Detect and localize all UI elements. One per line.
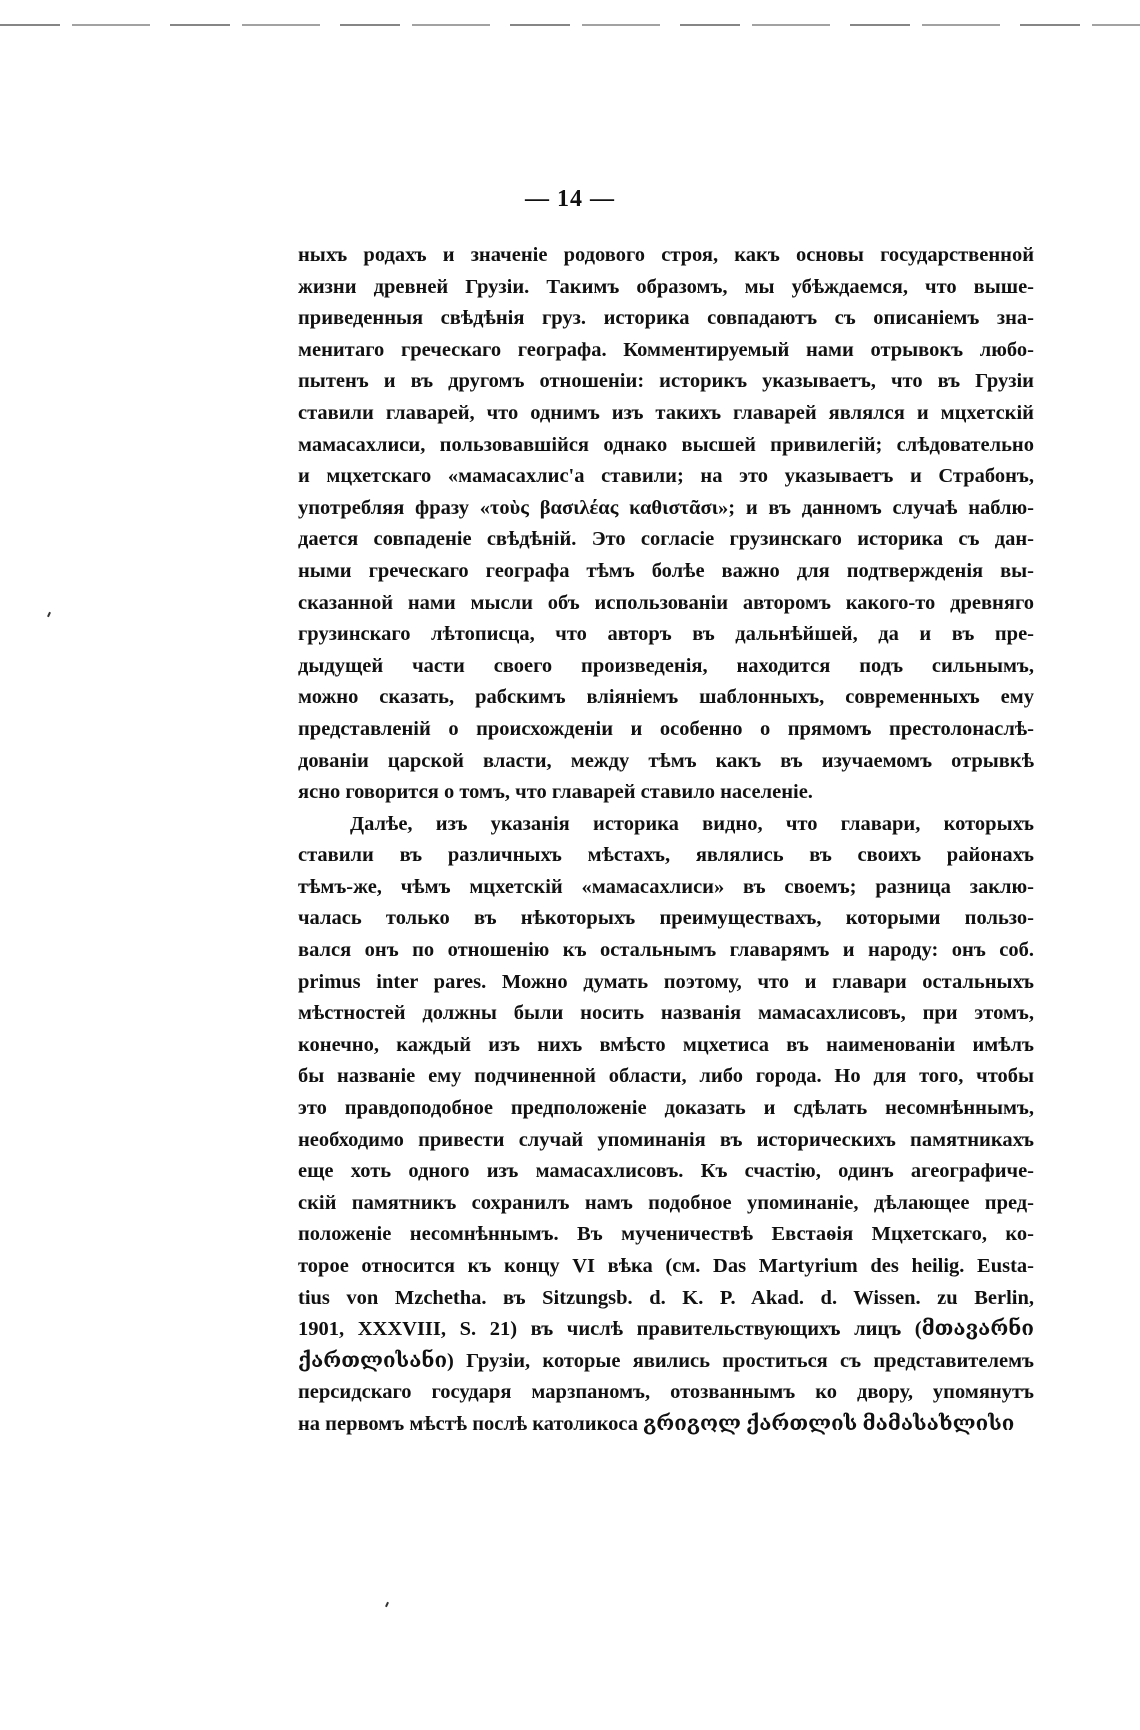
text-line: употребляя фразу «τοὺς βασιλέας καθιστᾶσι»; и въ данномъ случаѣ наблю- xyxy=(298,496,1034,519)
text-line: мѣстностей должны были носить названія мамасахлисовъ, при этомъ, xyxy=(298,1002,1034,1025)
text-column xyxy=(298,240,1034,1441)
text-line: сказанной нами мысли объ использованіи авторомъ какого-то древняго xyxy=(298,591,1034,614)
text-line: жизни древней Грузіи. Такимъ образомъ, мы убѣждаемся, что выше- xyxy=(298,275,1034,298)
text-line: положеніе несомнѣннымъ. Въ мученичествѣ Евстаѳія Мцхетскаго, ко- xyxy=(298,1223,1034,1246)
text-line: еще хоть одного изъ мамасахлисовъ. Къ счастію, одинъ агеографиче- xyxy=(298,1160,1034,1183)
text-line: грузинскаго лѣтописца, что авторъ въ дальнѣйшей, да и въ пре- xyxy=(298,623,1034,646)
text-line: вался онъ по отношенію къ остальнымъ главарямъ и народу: онъ соб. xyxy=(298,939,1034,962)
text-line: приведенныя свѣдѣнія груз. историка совпадаютъ съ описаніемъ зна- xyxy=(298,307,1034,330)
text-line: primus inter pares. Можно думать поэтому, что и главари остальныхъ xyxy=(298,970,1034,993)
text-line: это правдоподобное предположеніе доказать и сдѣлать несомнѣннымъ, xyxy=(298,1097,1034,1120)
text-line: ставили главарей, что однимъ изъ такихъ главарей являлся и мцхетскій xyxy=(298,401,1034,424)
text-line: 1901, XXXVIII, S. 21) въ числѣ правительствующихъ лицъ (მთავარნი xyxy=(298,1318,1034,1341)
text-line: ясно говорится о томъ, что главарей ставило населеніе. xyxy=(298,781,813,804)
text-line: tius von Mzchetha. въ Sitzungsb. d. K. P. Akad. d. Wissen. zu Berlin, xyxy=(298,1286,1034,1309)
text-line: мамасахлиси, пользовавшійся однако высшей привилегій; слѣдовательно xyxy=(298,433,1034,456)
page-number: — 14 — xyxy=(525,186,615,212)
text-line: скій памятникъ сохранилъ намъ подобное упоминаніе, дѣлающее пред- xyxy=(298,1191,1034,1214)
text-line: чалась только въ нѣкоторыхъ преимуществахъ, которыми пользо- xyxy=(298,907,1034,930)
text-line: представленій о происхожденіи и особенно о прямомъ престолонаслѣ- xyxy=(298,717,1034,740)
text-line: конечно, каждый изъ нихъ вмѣсто мцхетиса въ наименованіи имѣлъ xyxy=(298,1033,1034,1056)
text-line: ными греческаго географа тѣмъ болѣе важно для подтвержденія вы- xyxy=(298,559,1034,582)
text-line: Далѣе, изъ указанія историка видно, что главари, которыхъ xyxy=(350,812,1034,835)
paragraph xyxy=(298,809,1034,1441)
text-line: дованіи царской власти, между тѣмъ какъ въ изучаемомъ отрывкѣ xyxy=(298,749,1034,772)
text-line: ныхъ родахъ и значеніе родового строя, какъ основы государственной xyxy=(298,244,1034,266)
text-line: менитаго греческаго географа. Комментируемый нами отрывокъ любо- xyxy=(298,338,1034,361)
text-line: дыдущей части своего произведенія, находится подъ сильнымъ, xyxy=(298,654,1034,677)
text-line: необходимо привести случай упоминанія въ историческихъ памятникахъ xyxy=(298,1128,1034,1151)
text-line: дается совпаденіе свѣдѣній. Это согласіе грузинскаго историка съ дан- xyxy=(298,528,1034,551)
scan-edge-artifact xyxy=(0,24,1140,26)
scan-speck xyxy=(47,612,51,617)
text-line: бы названіе ему подчиненной области, либо города. Но для того, чтобы xyxy=(298,1065,1034,1088)
paragraph xyxy=(298,240,1034,809)
text-line: персидскаго государя марзпаномъ, отозваннымъ ко двору, упомянутъ xyxy=(298,1381,1034,1404)
scan-speck xyxy=(385,1602,389,1607)
text-line: ставили въ различныхъ мѣстахъ, являлись въ своихъ районахъ xyxy=(298,844,1034,867)
text-line: торое относится къ концу VI вѣка (см. Das Martyrium des heilig. Eusta- xyxy=(298,1255,1034,1277)
text-line: тѣмъ-же, чѣмъ мцхетскій «мамасахлиси» въ своемъ; разница заклю- xyxy=(298,875,1034,898)
text-line: пытенъ и въ другомъ отношеніи: историкъ указываетъ, что въ Грузіи xyxy=(298,370,1034,393)
text-line: на первомъ мѣстѣ послѣ католикоса გრიგოლ ქართლის მამასახლისი xyxy=(298,1412,1015,1435)
text-line: ქართლისანი) Грузіи, которые явились проститься съ представителемъ xyxy=(298,1349,1034,1372)
text-line: можно сказать, рабскимъ вліяніемъ шаблонныхъ, современныхъ ему xyxy=(298,686,1034,709)
text-line: и мцхетскаго «мамасахлис'а ставили; на это указываетъ и Страбонъ, xyxy=(298,465,1034,488)
